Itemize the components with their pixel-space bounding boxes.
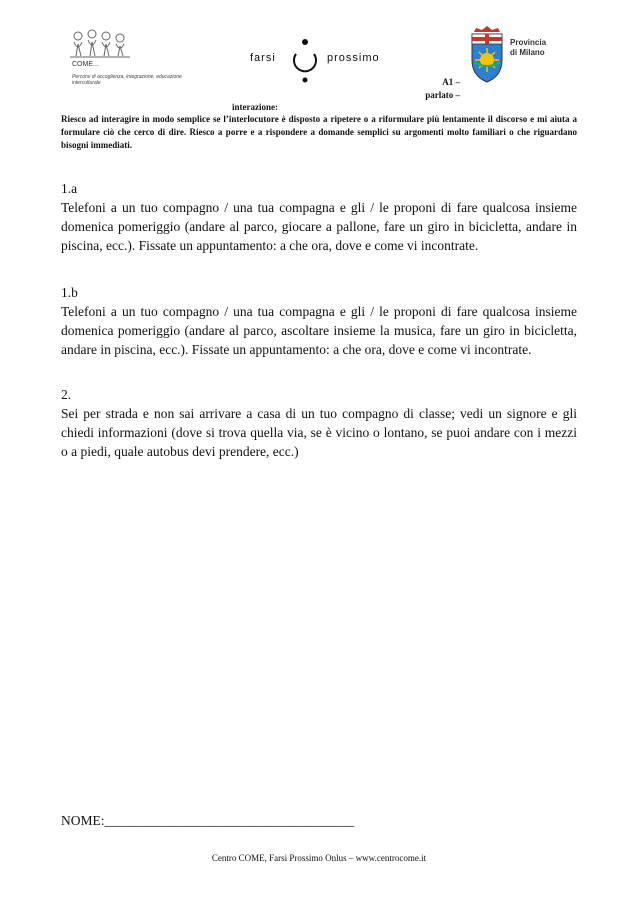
task-1b <box>61 283 577 359</box>
task-1a <box>61 179 577 255</box>
level-descriptor: Riesco ad interagire in modo semplice se l’interlocutore è disposto a ripetere o a riformulare più lentamente il discorso e mi aiuta a formulare ciò che cerco di dire. Riesco a porre e a rispondere a domande semplici su argomenti molto familiari o che riguardano bisogni immediati. <box>61 114 577 150</box>
come-figures-icon <box>66 28 136 60</box>
farsi-prossimo-symbol-icon <box>290 38 320 84</box>
provincia-milano-logo <box>466 26 566 84</box>
task-number: 1.b <box>61 285 78 300</box>
level-subskill: interazione: <box>232 102 278 112</box>
provincia-crest-icon <box>466 26 508 84</box>
task-text: Telefoni a un tuo compagno / una tua compagna e gli / le proponi di fare qualcosa insieme domenica pomeriggio (andare al parco, ascoltare insieme la musica, fare un giro in bicicletta, andare in piscina, ecc.). Fissate un appuntamento: a che ora, dove e come vi incontrate. <box>61 304 577 357</box>
task-2 <box>61 385 577 461</box>
task-text: Sei per strada e non sai arrivare a casa di un tuo compagno di classe; vedi un signore e gli chiedi informazioni (dove si trova quella via, se è vicino o lontano, se puoi andare con i mezzi o a piedi, quale autobus devi prendere, ecc.) <box>61 406 577 459</box>
level-code: A1 – <box>442 77 460 87</box>
page-footer: Centro COME, Farsi Prossimo Onlus – www.centrocome.it <box>211 853 427 863</box>
provincia-line1: Provincia <box>510 38 547 47</box>
come-logo <box>66 28 186 98</box>
level-skill: parlato – <box>425 90 460 100</box>
come-logo-tagline: Percorsi di accoglienza, integrazione, educazione interculturale <box>72 74 182 86</box>
name-field-label: NOME:_____________________________________ <box>61 813 355 828</box>
task-number: 2. <box>61 387 72 402</box>
task-number: 1.a <box>61 181 78 196</box>
task-text: Telefoni a un tuo compagno / una tua compagna e gli / le proponi di fare qualcosa insieme domenica pomeriggio (andare al parco, giocare a pallone, fare un giro in bicicletta, andare in piscina, ecc.). Fissate un appuntamento: a che ora, dove e come vi incontrate. <box>61 200 577 253</box>
come-logo-name: COME... <box>72 61 99 68</box>
farsi-prossimo-logo <box>250 38 390 86</box>
prossimo-word: prossimo <box>327 52 380 64</box>
provincia-name <box>510 38 546 58</box>
farsi-word: farsi <box>250 52 276 64</box>
provincia-line2: di Milano <box>510 48 545 57</box>
